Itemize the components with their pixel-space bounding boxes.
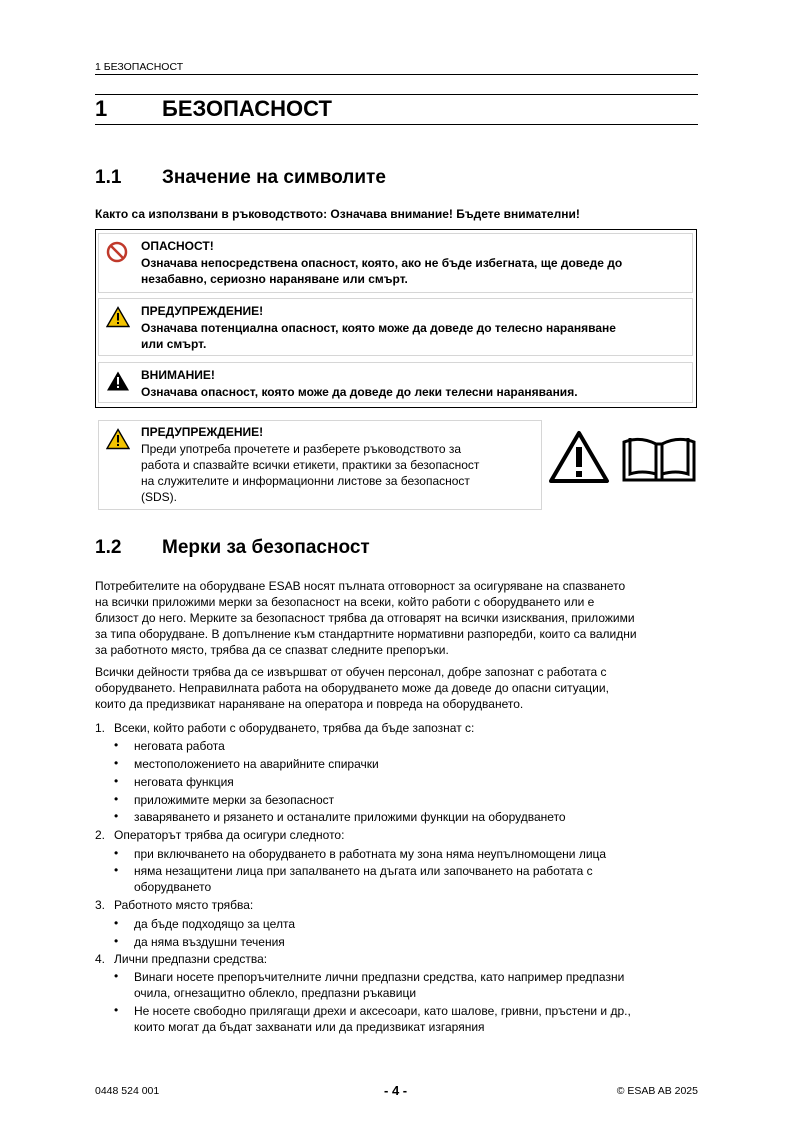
paragraph-line: Потребителите на оборудване ESAB носят пълната отговорност за осигуряване на спазването [95, 579, 626, 593]
list-number: 3. [95, 898, 106, 912]
warning-triangle-icon [106, 428, 130, 450]
header-rule [95, 74, 698, 75]
paragraph-trained-personnel [95, 664, 699, 712]
chapter-heading [95, 96, 332, 122]
caution-title: ВНИМАНИЕ! [141, 368, 215, 382]
section-number: 1.2 [95, 537, 122, 558]
footer-doc-number: 0448 524 001 [95, 1085, 160, 1097]
paragraph-line: Всички дейности трябва да се извършват от обучен персонал, добре запознат с работата с [95, 665, 607, 679]
bullet-icon: • [114, 774, 119, 788]
bullet-icon: • [114, 792, 119, 806]
bullet-icon: • [114, 756, 119, 770]
list-number: 4. [95, 952, 106, 966]
section-title: Значение на символите [162, 167, 386, 188]
bullet-item: няма незащитени лица при запалването на дъгата или започването на работата с [134, 864, 593, 878]
warning-text-line2: или смърт. [141, 337, 207, 351]
read-manual-line: Преди употреба прочетете и разберете ръководството за [141, 442, 462, 456]
paragraph-line: които да предизвикат нараняване на оператора и повреда на оборудването. [95, 697, 524, 711]
bullet-item-continuation: очила, огнезащитно облекло, предпазни ръкавици [134, 986, 417, 1000]
bullet-icon: • [114, 969, 119, 983]
bullet-item: да бъде подходящо за целта [134, 917, 295, 931]
list-number: 1. [95, 721, 106, 735]
chapter-number: 1 [95, 96, 108, 121]
danger-text-line2: незабавно, сериозно нараняване или смърт. [141, 272, 408, 286]
read-manual-line: на служителите и информационни листове за безопасност [141, 474, 470, 488]
caution-text: Означава опасност, която може да доведе до леки телесни наранявания. [141, 385, 578, 399]
chapter-rule-bottom [95, 124, 698, 125]
list-item: Лични предпазни средства: [114, 952, 268, 966]
warning-title: ПРЕДУПРЕЖДЕНИЕ! [141, 304, 264, 318]
read-manual-text [141, 441, 539, 505]
chapter-rule-top [95, 94, 698, 95]
bullet-item-continuation: оборудването [134, 880, 212, 894]
list-item: Операторът трябва да осигури следното: [114, 828, 345, 842]
bullet-item: заваряването и рязането и останалите приложими функции на оборудването [134, 810, 566, 824]
prohibition-icon [106, 241, 128, 263]
bullet-item: да няма въздушни течения [134, 935, 285, 949]
bullet-icon: • [114, 809, 119, 823]
general-warning-pictogram-icon [548, 430, 610, 484]
caution-panel [98, 362, 693, 403]
warning-text-line1: Означава потенциална опасност, която може да доведе до телесно нараняване [141, 321, 616, 335]
danger-text-line1: Означава непосредствена опасност, която, ако не бъде избегната, ще доведе до [141, 256, 623, 270]
section-number: 1.1 [95, 167, 122, 188]
chapter-title: БЕЗОПАСНОСТ [162, 96, 332, 121]
paragraph-responsibility [95, 578, 699, 658]
paragraph-line: на всички приложими мерки за безопасност на всеки, който работи с оборудването или е [95, 595, 595, 609]
bullet-item: неговата работа [134, 739, 225, 753]
bullet-icon: • [114, 846, 119, 860]
paragraph-line: близост до него. Мерките за безопасност трябва да отговарят на всички изисквания, приложими [95, 611, 635, 625]
paragraph-line: за типа оборудване. В допълнение към стандартните нормативни разпоредби, които са валидни [95, 627, 637, 641]
list-item: Всеки, който работи с оборудването, трябва да бъде запознат с: [114, 721, 475, 735]
footer-copyright: © ESAB AB 2025 [616, 1085, 698, 1097]
bullet-item: неговата функция [134, 775, 234, 789]
bullet-item-continuation: които могат да бъдат захванати или да предизвикат изгаряния [134, 1020, 485, 1034]
footer-page-number: - 4 - [384, 1083, 408, 1098]
bullet-icon: • [114, 916, 119, 930]
bullet-icon: • [114, 934, 119, 948]
read-manual-book-icon [620, 430, 698, 484]
bullet-item: при включването на оборудването в работната му зона няма неупълномощени лица [134, 847, 607, 861]
bullet-icon: • [114, 738, 119, 752]
paragraph-line: оборудването. Неправилната работа на оборудването може да доведе до опасни ситуации, [95, 681, 609, 695]
section-heading-1-1 [95, 167, 386, 189]
list-number: 2. [95, 828, 106, 842]
read-manual-line: (SDS). [141, 490, 177, 504]
read-manual-line: работа и спазвайте всички етикети, практики за безопасност [141, 458, 480, 472]
paragraph-line: за работното място, трябва да се спазват следните препоръки. [95, 643, 449, 657]
section-title: Мерки за безопасност [162, 537, 370, 558]
list-item: Работното място трябва: [114, 898, 254, 912]
danger-title: ОПАСНОСТ! [141, 239, 214, 253]
bullet-icon: • [114, 1003, 119, 1017]
bullet-item: приложимите мерки за безопасност [134, 793, 335, 807]
bullet-icon: • [114, 863, 119, 877]
bullet-item: местоположението на аварийните спирачки [134, 757, 379, 771]
read-manual-title: ПРЕДУПРЕЖДЕНИЕ! [141, 425, 264, 439]
section-heading-1-2 [95, 537, 370, 559]
warning-panel [98, 298, 693, 356]
caution-triangle-icon [106, 370, 130, 392]
warning-triangle-icon [106, 306, 130, 328]
danger-panel [98, 233, 693, 293]
running-header: 1 БЕЗОПАСНОСТ [95, 61, 184, 73]
bullet-item: Винаги носете препоръчителните лични предпазни средства, като например предпазни [134, 970, 625, 984]
read-manual-warning [98, 420, 542, 510]
bullet-item: Не носете свободно прилягащи дрехи и аксесоари, като шалове, гривни, пръстени и др., [134, 1004, 631, 1018]
symbols-intro: Както са използвани в ръководството: Означава внимание! Бъдете внимателни! [95, 207, 580, 221]
